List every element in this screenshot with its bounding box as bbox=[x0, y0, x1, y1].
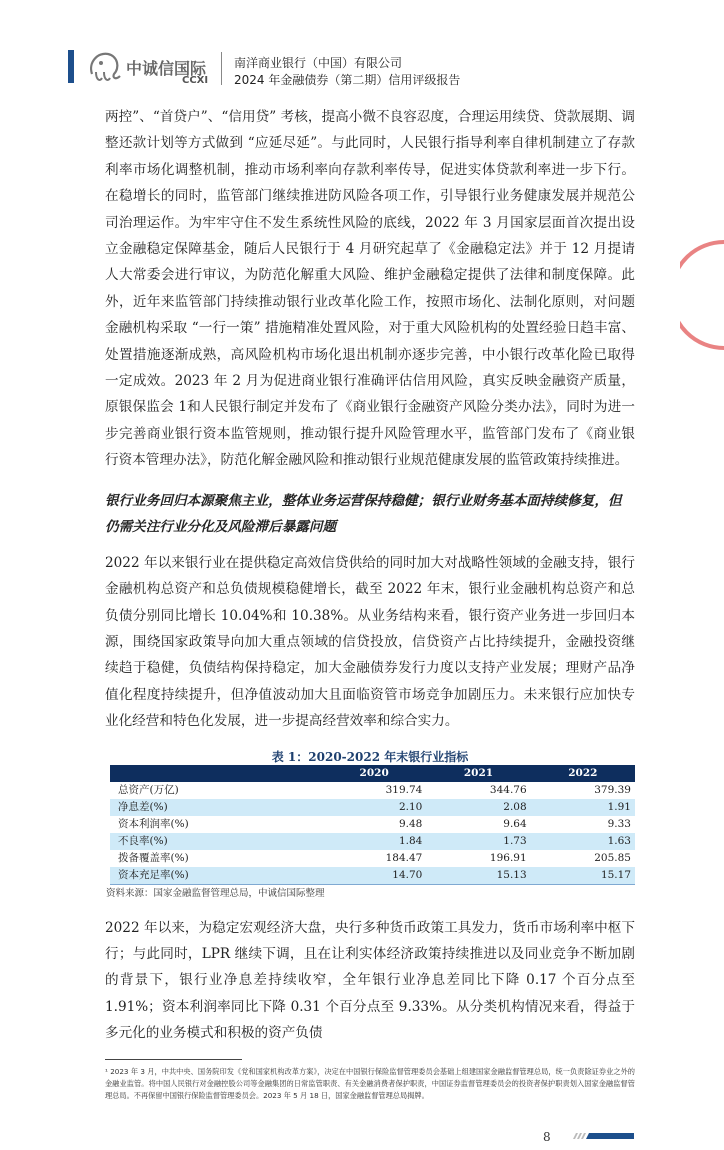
body-paragraph-1: 两控”、“首贷户”、“信用贷” 考核，提高小微不良容忍度，合理运用续贷、贷款展期、调整还款计划等方式做到 “应延尽延”。与此同时，人民银行指导利率自律机制建立了存款利率市场化调整机制，推动市场利率向存款利率传导，促进实体贷款利率进一步下行。在稳增长的同时，监管部门继续推进防风险各项工作，引导银行业务健康发展并规范公司治理运作。为牢牢守住不发生系统性风险的底线，2022 年 3 月国家层面首次提出设立金融稳定保障基金，随后人民银行于 4 月研究起草了《金融稳定法》并于 12 月提请人大常委会进行审议，为防范化解重大风险、维护金融稳定提供了法律和制度保障。此外，近年来监管部门持续推动银行业改革化险工作，按照市场化、法制化原则，对问题金融机构采取 “一行一策” 措施精准处置风险，对于重大风险机构的处置经验日趋丰富、处置措施逐渐成熟，高风险机构市场化退出机制亦逐步完善，中小银行改革化险已取得一定成效。2023 年 2 月为促进商业银行准确评估信用风险，真实反映金融资产质量，原银保监会 1和人民银行制定并发布了《商业银行金融资产风险分类办法》，同时为进一步完善商业银行资本监管规则，推动银行提升风险管理水平，监管部门发布了《商业银行资本管理办法》，防范化解金融风险和推动银行业规范健康发展的监管政策持续推进。 bbox=[105, 109, 635, 469]
table-cell: 1.91 bbox=[531, 799, 635, 816]
page-number: 8 bbox=[543, 1129, 551, 1144]
table-cell: 9.64 bbox=[503, 817, 527, 830]
row-label: 不良率(%) bbox=[110, 833, 322, 850]
section-heading: 银行业务回归本源聚焦主业，整体业务运营保持稳健；银行业财务基本面持续修复，但仍需关注行业分化及风险滞后暴露问题 bbox=[105, 492, 622, 535]
table-cell: 15.13 bbox=[426, 867, 530, 885]
table-source: 资料来源：国家金融监督管理总局，中诚信国际整理 bbox=[106, 887, 325, 899]
table-cell: 14.70 bbox=[322, 867, 426, 885]
bank-indicators-table bbox=[110, 765, 635, 885]
table-cell: 1.63 bbox=[531, 833, 635, 850]
table-row bbox=[110, 782, 635, 799]
table-row bbox=[110, 833, 635, 850]
table-cell: 9.48 bbox=[398, 817, 423, 830]
header-accent-bar bbox=[68, 50, 74, 83]
table-row bbox=[110, 867, 635, 885]
table-header-cell: 2021 bbox=[426, 765, 530, 782]
table-cell: 15.17 bbox=[531, 867, 635, 885]
table-cell: 196.91 bbox=[489, 851, 527, 864]
table-cell: 184.47 bbox=[385, 851, 423, 864]
row-label: 净息差(%) bbox=[110, 799, 322, 816]
row-label: 资本充足率(%) bbox=[110, 867, 322, 885]
table-cell: 2.08 bbox=[426, 799, 530, 816]
table-header-cell: 2022 bbox=[531, 765, 635, 782]
table-cell: 379.39 bbox=[594, 783, 631, 796]
table-cell: 319.74 bbox=[385, 783, 423, 796]
page-content bbox=[105, 0, 635, 1150]
table-cell: 1.84 bbox=[322, 833, 426, 850]
table-row bbox=[110, 799, 635, 816]
logo-text-en: CCXI bbox=[182, 75, 209, 86]
report-title-company: 南洋商业银行（中国）有限公司 bbox=[234, 56, 403, 70]
table-cell: 1.73 bbox=[426, 833, 530, 850]
table-cell: 344.76 bbox=[489, 783, 527, 796]
table-cell: 2.10 bbox=[322, 799, 426, 816]
row-label: 资本利润率(%) bbox=[118, 817, 189, 830]
footnote: ¹ 2023 年 3 月，中共中央、国务院印发《党和国家机构改革方案》，决定在中国银行保险监督管理委员会基础上组建国家金融监督管理总局，统一负责除证券业之外的金融业监管。将中国人民银行对金融控股公司等金融集团的日常监管职责、有关金融消费者保护职责，中国证券监督管理委员会的投资者保护职责划入国家金融监督管理总局。不再保留中国银行保险监督管理委员会。2023 年 5 月 18 日，国家金融监督管理总局揭牌。 bbox=[105, 1066, 635, 1100]
page-footer bbox=[105, 1130, 635, 1150]
table-header-cell: 2020 bbox=[322, 765, 426, 782]
footnote-divider bbox=[105, 1059, 242, 1060]
logo-text-cn: 中诚信国际 bbox=[126, 59, 207, 78]
table-row bbox=[110, 816, 635, 833]
table-cell: 9.33 bbox=[607, 817, 631, 830]
report-title-report: 2024 年金融债券（第二期）信用评级报告 bbox=[234, 73, 461, 87]
table-header-cell bbox=[110, 765, 322, 782]
table-row bbox=[110, 850, 635, 867]
page-bar-decoration bbox=[570, 1133, 634, 1139]
table-header-row bbox=[110, 765, 635, 782]
table-cell: 205.85 bbox=[594, 851, 631, 864]
body-paragraph-3: 2022 年以来，为稳定宏观经济大盘，央行多种货币政策工具发力，货币市场利率中枢下行；与此同时，LPR 继续下调，且在让利实体经济政策持续推进以及同业竞争不断加剧的背景下，银行业净息差持续收窄，全年银行业净息差同比下降 0.17 个百分点至 1.91%；资本利润率同比下降 0.31 个百分点至 9.33%。从分类机构情况来看，得益于多元化的业务模式和积极的资产负债 bbox=[105, 919, 635, 1042]
body-paragraph-2: 2022 年以来银行业在提供稳定高效信贷供给的同时加大对战略性领域的金融支持，银行金融机构总资产和总负债规模稳健增长，截至 2022 年末，银行业金融机构总资产和总负债分别同比增长 10.04%和 10.38%。从业务结构来看，银行资产业务进一步回归本源，围绕国家政策导向加大重点领域的信贷投放，信贷资产占比持续提升，金融投资继续趋于稳健，负债结构保持稳定，加大金融债券发行力度以支持产业发展；理财产品净值化程度持续提升，但净值波动加大且面临资管市场竞争加剧压力。未来银行应加快专业化经营和特色化发展，进一步提高经营效率和综合实力。 bbox=[105, 554, 635, 730]
row-label: 总资产(万亿) bbox=[118, 783, 179, 796]
company-seal-stamp bbox=[680, 240, 724, 350]
row-label: 拨备覆盖率(%) bbox=[118, 851, 189, 864]
table-caption: 表 1：2020-2022 年末银行业指标 bbox=[271, 749, 469, 764]
